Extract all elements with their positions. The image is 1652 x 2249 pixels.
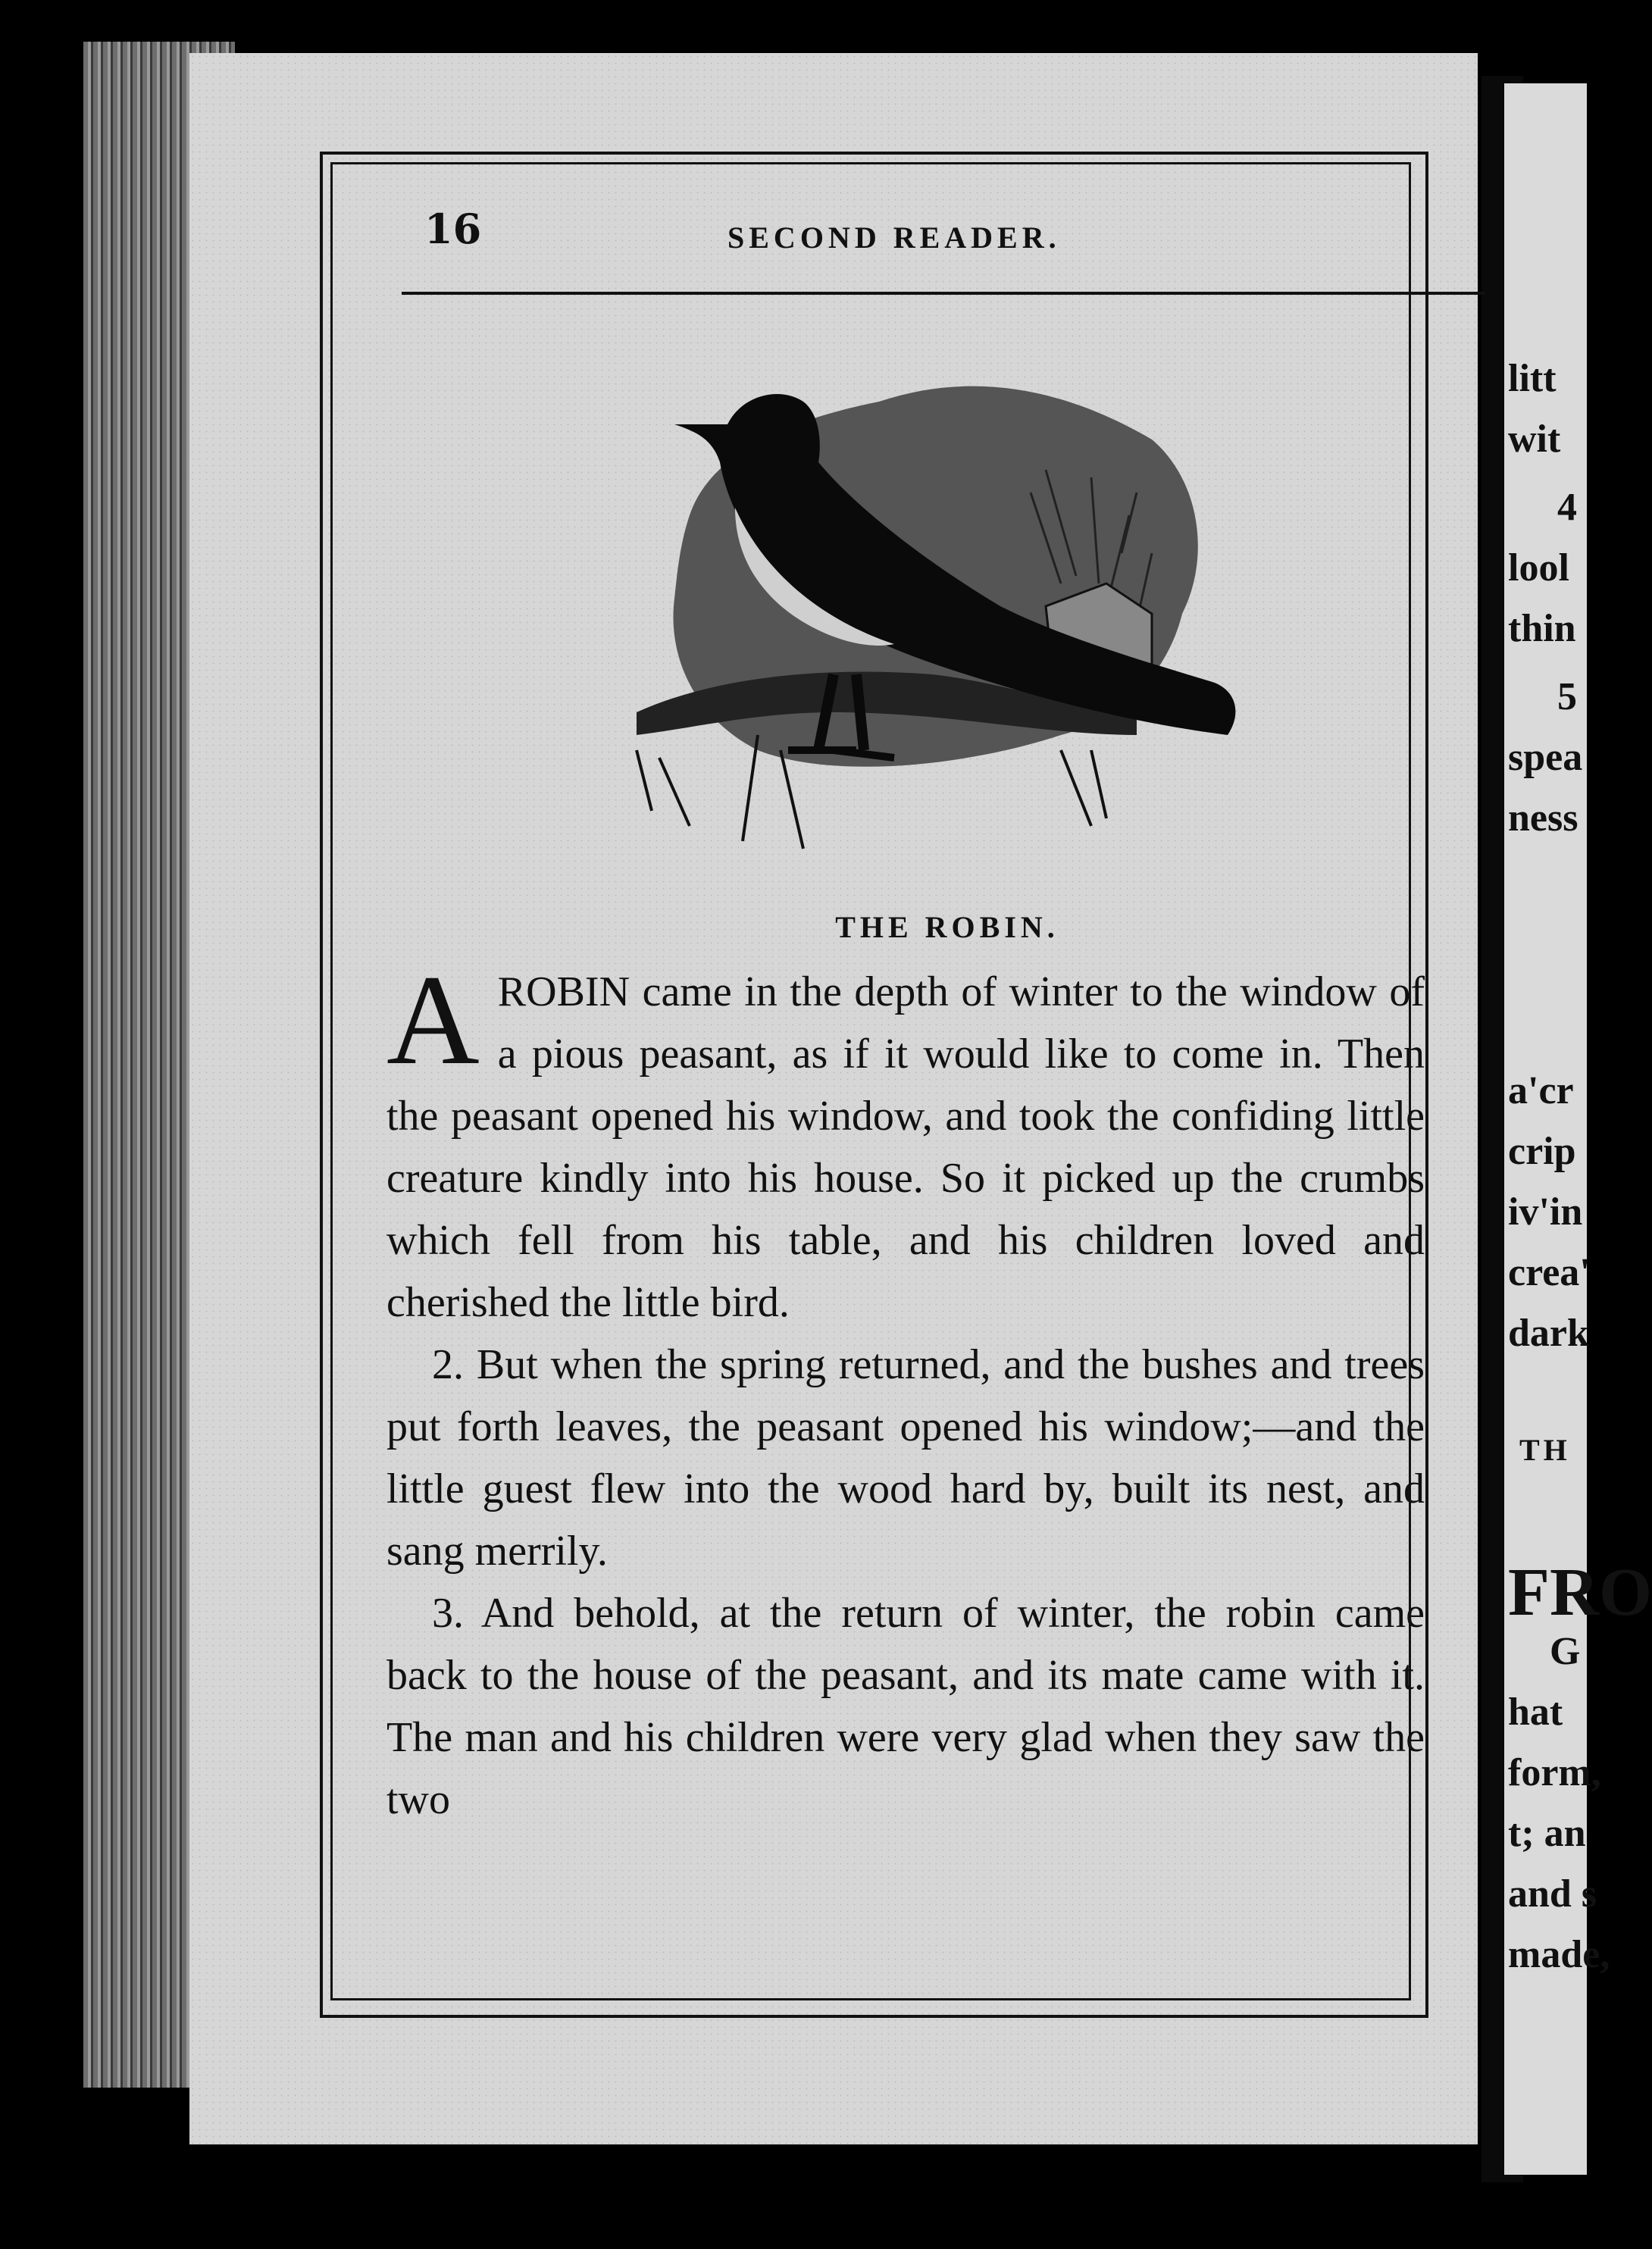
paragraph-3: 3. And behold, at the return of winter, the robin came back to the house of the peasant, and its mate came with it. The man and his children were very glad when they saw the two [386,1590,1425,1823]
paragraph-1-text: ROBIN came in the depth of winter to the window of a pious peasant, as if it would like to come in. Then the peasant opened his window, and took the confiding little creature kindly into his house. So it picked up the crumbs which fell from his table, and his children loved and cherished the little bird. [386,968,1425,1326]
facing-text: a'cr [1508,1069,1574,1112]
running-head: SECOND READER. [727,221,1061,255]
paragraph-2: 2. But when the spring returned, and the bushes and trees put forth leaves, the peasant opened his window;—and the little guest flew into the wood hard by, built its nest, and sang merrily. [386,1341,1425,1575]
facing-text: hat [1508,1691,1563,1734]
facing-text: crea' [1508,1251,1591,1294]
facing-text: spea [1508,736,1583,779]
facing-text: crip [1508,1130,1576,1173]
facing-text: ness [1508,796,1578,840]
facing-text: 4 [1557,486,1577,529]
facing-text: lool [1508,546,1569,590]
facing-text: dark [1508,1312,1589,1355]
facing-text: thin [1508,607,1576,650]
facing-text: iv'in [1508,1190,1583,1234]
facing-text: and s [1508,1872,1597,1916]
page-header [424,205,1410,265]
drop-cap: A [386,949,480,1091]
facing-dropcap: FRO [1508,1555,1652,1630]
facing-page [1504,83,1652,2175]
header-rule [402,292,1485,295]
story-text [386,949,1425,1831]
facing-text: wit [1508,418,1561,461]
robin-illustration [606,356,1258,879]
facing-text: made, [1508,1933,1610,1976]
paragraph-1 [386,949,1425,1334]
facing-text: form, [1508,1751,1601,1794]
facing-text: G [1550,1630,1581,1673]
page-number: 16 [424,205,482,253]
illustration-caption: THE ROBIN. [835,910,1059,944]
facing-text: litt [1508,357,1557,400]
facing-text: t; an [1508,1812,1586,1855]
facing-heading: TH [1519,1433,1571,1467]
facing-text: 5 [1557,675,1577,718]
